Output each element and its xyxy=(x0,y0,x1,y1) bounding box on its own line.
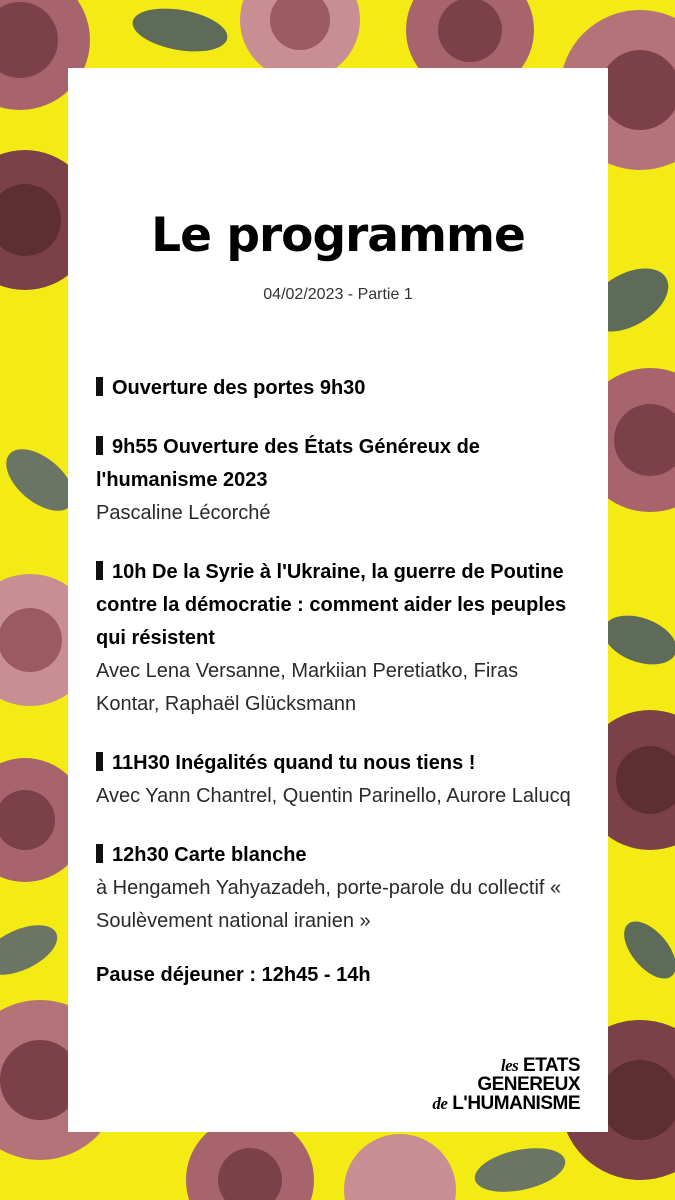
entry-heading: 9h55 Ouverture des États Généreux de l'humanisme 2023 xyxy=(96,436,480,491)
entry-heading: Ouverture des portes 9h30 xyxy=(112,377,366,399)
leaf xyxy=(597,606,675,673)
entry-body: Avec Yann Chantrel, Quentin Parinello, Aurore Lalucq xyxy=(96,785,571,807)
program-list xyxy=(96,372,586,987)
rose xyxy=(0,608,62,672)
logo-text: ETATS xyxy=(523,1055,580,1076)
flag-icon xyxy=(96,752,103,771)
program-entry xyxy=(96,747,586,813)
flag-icon xyxy=(96,561,103,580)
program-entry xyxy=(96,556,586,721)
rose xyxy=(438,0,502,62)
entry-heading: 10h De la Syrie à l'Ukraine, la guerre de Poutine contre la démocratie : comment aider les peuples qui résistent xyxy=(96,561,567,649)
entry-heading: 12h30 Carte blanche xyxy=(112,844,307,866)
logo-text: les xyxy=(500,1056,519,1075)
entry-body: Pascaline Lécorché xyxy=(96,502,271,524)
leaf xyxy=(614,912,675,987)
program-entry xyxy=(96,431,586,530)
logo-text: de xyxy=(432,1094,448,1113)
entry-body: Avec Lena Versanne, Markiian Peretiatko, Firas Kontar, Raphaël Glücksmann xyxy=(96,660,519,715)
rose xyxy=(344,1134,456,1200)
entry-heading: 11H30 Inégalités quand tu nous tiens ! xyxy=(112,752,476,774)
leaf xyxy=(129,2,230,58)
flag-icon xyxy=(96,436,103,455)
event-logo xyxy=(380,1056,580,1113)
lunch-break: Pause déjeuner : 12h45 - 14h xyxy=(96,964,371,986)
logo-text: GENEREUX xyxy=(477,1074,580,1095)
program-entry xyxy=(96,372,586,405)
flag-icon xyxy=(96,844,103,863)
entry-body: à Hengameh Yahyazadeh, porte-parole du collectif « Soulèvement national iranien » xyxy=(96,877,562,932)
program-card xyxy=(68,68,608,1132)
flag-icon xyxy=(96,377,103,396)
page-title: Le programme xyxy=(151,208,525,263)
page-subtitle: 04/02/2023 - Partie 1 xyxy=(263,286,413,303)
logo-text: L'HUMANISME xyxy=(452,1093,580,1114)
leaf xyxy=(0,915,65,985)
program-entry xyxy=(96,839,586,938)
leaf xyxy=(471,1141,569,1199)
